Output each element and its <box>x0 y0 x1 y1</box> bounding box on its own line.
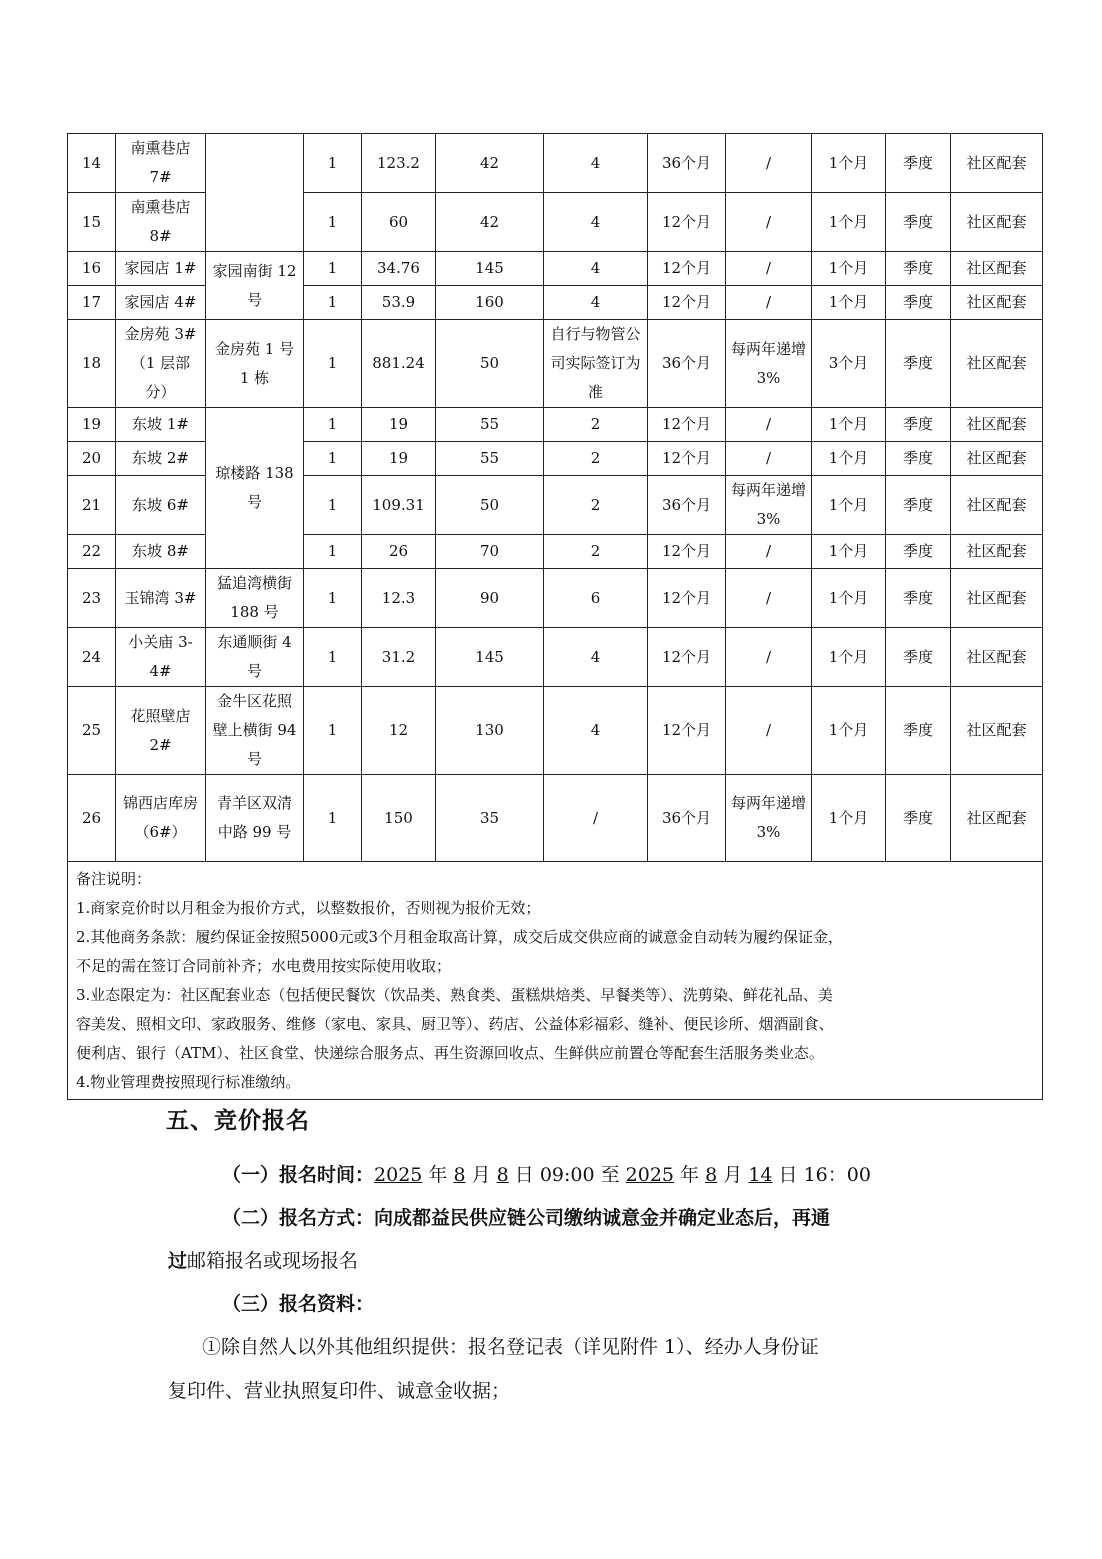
cell-term: 36个月 <box>648 775 726 862</box>
note-2b: 不足的需在签订合同前补齐；水电费用按实际使用收取； <box>76 957 452 975</box>
end-month-unit: 月 <box>717 1164 749 1186</box>
cell-address: 猛追湾横街 188 号 <box>206 569 304 628</box>
cell-area: 60 <box>362 193 436 252</box>
cell-shop: 南熏巷店 8# <box>116 193 206 252</box>
cell-no: 16 <box>68 252 116 286</box>
cell-price: 130 <box>436 687 544 775</box>
table-row <box>68 320 1043 408</box>
cell-pay: 季度 <box>886 286 951 320</box>
cell-price: 70 <box>436 535 544 569</box>
cell-fee: 4 <box>544 628 648 687</box>
cell-price: 50 <box>436 320 544 408</box>
cell-no: 22 <box>68 535 116 569</box>
cell-deposit: 1个月 <box>812 134 886 193</box>
table-row <box>68 408 1043 442</box>
cell-area: 53.9 <box>362 286 436 320</box>
cell-no: 15 <box>68 193 116 252</box>
cell-qty: 1 <box>304 134 362 193</box>
cell-term: 12个月 <box>648 193 726 252</box>
cell-address: 青羊区双清中路 99 号 <box>206 775 304 862</box>
registration-method-cont-bold: 过 <box>168 1250 188 1272</box>
cell-no: 17 <box>68 286 116 320</box>
cell-fee: 4 <box>544 252 648 286</box>
cell-qty: 1 <box>304 320 362 408</box>
cell-qty: 1 <box>304 628 362 687</box>
cell-deposit: 1个月 <box>812 408 886 442</box>
registration-method-cont <box>168 1246 358 1273</box>
cell-deposit: 1个月 <box>812 535 886 569</box>
cell-qty: 1 <box>304 408 362 442</box>
cell-pay: 季度 <box>886 775 951 862</box>
notes-row <box>68 862 1043 1100</box>
note-3a: 3.业态限定为：社区配套业态（包括便民餐饮（饮品类、熟食类、蛋糕烘焙类、早餐类等）、洗剪染、鲜花礼品、美 <box>76 986 833 1004</box>
cell-shop: 南熏巷店 7# <box>116 134 206 193</box>
cell-fee: 6 <box>544 569 648 628</box>
cell-no: 19 <box>68 408 116 442</box>
cell-price: 55 <box>436 442 544 476</box>
start-day: 8 <box>496 1164 509 1186</box>
cell-increase: / <box>726 252 812 286</box>
cell-increase: / <box>726 193 812 252</box>
cell-increase: / <box>726 286 812 320</box>
cell-use: 社区配套 <box>951 408 1043 442</box>
cell-increase: / <box>726 535 812 569</box>
cell-pay: 季度 <box>886 252 951 286</box>
cell-address <box>206 134 304 252</box>
cell-area: 19 <box>362 442 436 476</box>
cell-qty: 1 <box>304 687 362 775</box>
cell-address: 家园南街 12 号 <box>206 252 304 320</box>
cell-pay: 季度 <box>886 408 951 442</box>
cell-shop: 家园店 1# <box>116 252 206 286</box>
registration-materials-label: （三）报名资料： <box>222 1293 375 1315</box>
cell-shop: 东坡 1# <box>116 408 206 442</box>
cell-area: 881.24 <box>362 320 436 408</box>
start-month-unit: 月 <box>465 1164 497 1186</box>
cell-term: 12个月 <box>648 408 726 442</box>
cell-term: 12个月 <box>648 286 726 320</box>
cell-no: 25 <box>68 687 116 775</box>
materials-item-1: ①除自然人以外其他组织提供：报名登记表（详见附件 1）、经办人身份证 <box>202 1336 819 1358</box>
note-4: 4.物业管理费按照现行标准缴纳。 <box>76 1073 301 1091</box>
cell-qty: 1 <box>304 569 362 628</box>
cell-price: 55 <box>436 408 544 442</box>
cell-increase: / <box>726 687 812 775</box>
cell-area: 19 <box>362 408 436 442</box>
cell-increase: / <box>726 134 812 193</box>
cell-term: 36个月 <box>648 320 726 408</box>
cell-pay: 季度 <box>886 442 951 476</box>
cell-term: 36个月 <box>648 476 726 535</box>
cell-deposit: 1个月 <box>812 569 886 628</box>
cell-price: 35 <box>436 775 544 862</box>
end-month: 8 <box>705 1164 718 1186</box>
cell-shop: 家园店 4# <box>116 286 206 320</box>
section-title: 五、竞价报名 <box>166 1108 310 1134</box>
cell-pay: 季度 <box>886 687 951 775</box>
cell-use: 社区配套 <box>951 535 1043 569</box>
cell-shop: 花照壁店 2# <box>116 687 206 775</box>
start-year-unit: 年 <box>422 1164 454 1186</box>
cell-no: 20 <box>68 442 116 476</box>
cell-fee: 2 <box>544 476 648 535</box>
cell-term: 12个月 <box>648 535 726 569</box>
cell-increase: 每两年递增 3% <box>726 320 812 408</box>
cell-price: 90 <box>436 569 544 628</box>
cell-address: 金房苑 1 号 1 栋 <box>206 320 304 408</box>
cell-no: 24 <box>68 628 116 687</box>
property-table <box>67 133 1043 1100</box>
cell-no: 23 <box>68 569 116 628</box>
end-year-unit: 年 <box>674 1164 706 1186</box>
table-row <box>68 628 1043 687</box>
start-month: 8 <box>453 1164 466 1186</box>
cell-deposit: 1个月 <box>812 286 886 320</box>
cell-use: 社区配套 <box>951 252 1043 286</box>
cell-deposit: 1个月 <box>812 628 886 687</box>
cell-term: 12个月 <box>648 687 726 775</box>
note-1: 1.商家竞价时以月租金为报价方式，以整数报价，否则视为报价无效； <box>76 899 541 917</box>
cell-term: 12个月 <box>648 442 726 476</box>
materials-item-1-cont: 复印件、营业执照复印件、诚意金收据； <box>168 1380 511 1402</box>
registration-method-label: （二）报名方式： <box>222 1207 375 1229</box>
cell-fee: 4 <box>544 134 648 193</box>
note-2a: 2.其他商务条款：履约保证金按照5000元或3个月租金取高计算，成交后成交供应商的诚意金自动转为履约保证金， <box>76 928 844 946</box>
cell-use: 社区配套 <box>951 569 1043 628</box>
cell-shop: 锦西店库房（6#） <box>116 775 206 862</box>
cell-shop: 金房苑 3#（1 层部分） <box>116 320 206 408</box>
cell-pay: 季度 <box>886 134 951 193</box>
cell-pay: 季度 <box>886 320 951 408</box>
cell-area: 123.2 <box>362 134 436 193</box>
cell-shop: 东坡 6# <box>116 476 206 535</box>
cell-use: 社区配套 <box>951 442 1043 476</box>
cell-no: 21 <box>68 476 116 535</box>
cell-price: 50 <box>436 476 544 535</box>
cell-area: 12 <box>362 687 436 775</box>
cell-deposit: 3个月 <box>812 320 886 408</box>
cell-deposit: 1个月 <box>812 193 886 252</box>
cell-use: 社区配套 <box>951 775 1043 862</box>
table-row <box>68 775 1043 862</box>
cell-qty: 1 <box>304 252 362 286</box>
cell-shop: 东坡 8# <box>116 535 206 569</box>
cell-fee: 4 <box>544 687 648 775</box>
cell-area: 34.76 <box>362 252 436 286</box>
table-row <box>68 134 1043 193</box>
cell-fee: 自行与物管公司实际签订为准 <box>544 320 648 408</box>
end-time: 日 16：00 <box>772 1164 871 1186</box>
cell-term: 12个月 <box>648 628 726 687</box>
cell-price: 42 <box>436 134 544 193</box>
cell-deposit: 1个月 <box>812 775 886 862</box>
table-row <box>68 252 1043 286</box>
cell-shop: 东坡 2# <box>116 442 206 476</box>
cell-pay: 季度 <box>886 476 951 535</box>
cell-use: 社区配套 <box>951 320 1043 408</box>
cell-no: 14 <box>68 134 116 193</box>
registration-method <box>222 1203 830 1230</box>
registration-method-cont-text: 邮箱报名或现场报名 <box>187 1250 359 1272</box>
cell-price: 160 <box>436 286 544 320</box>
cell-price: 145 <box>436 628 544 687</box>
cell-pay: 季度 <box>886 569 951 628</box>
cell-fee: 2 <box>544 408 648 442</box>
cell-increase: 每两年递增 3% <box>726 476 812 535</box>
start-time: 日 09:00 至 <box>508 1164 626 1186</box>
cell-increase: / <box>726 628 812 687</box>
cell-increase: 每两年递增 3% <box>726 775 812 862</box>
cell-area: 26 <box>362 535 436 569</box>
cell-qty: 1 <box>304 286 362 320</box>
cell-price: 42 <box>436 193 544 252</box>
registration-method-text: 向成都益民供应链公司缴纳诚意金并确定业态后，再通 <box>374 1207 831 1229</box>
cell-term: 12个月 <box>648 252 726 286</box>
cell-use: 社区配套 <box>951 476 1043 535</box>
cell-qty: 1 <box>304 442 362 476</box>
cell-use: 社区配套 <box>951 687 1043 775</box>
table-row <box>68 687 1043 775</box>
cell-increase: / <box>726 408 812 442</box>
cell-price: 145 <box>436 252 544 286</box>
registration-time-label: （一）报名时间： <box>222 1164 375 1186</box>
cell-term: 36个月 <box>648 134 726 193</box>
cell-qty: 1 <box>304 193 362 252</box>
registration-time <box>222 1160 871 1187</box>
cell-area: 31.2 <box>362 628 436 687</box>
cell-fee: / <box>544 775 648 862</box>
note-3c: 便利店、银行（ATM）、社区食堂、快递综合服务点、再生资源回收点、生鲜供应前置仓等配套生活服务类业态。 <box>76 1044 824 1062</box>
cell-fee: 2 <box>544 442 648 476</box>
cell-deposit: 1个月 <box>812 687 886 775</box>
note-3b: 容美发、照相文印、家政服务、维修（家电、家具、厨卫等）、药店、公益体彩福彩、缝补、便民诊所、烟酒副食、 <box>76 1015 834 1033</box>
cell-fee: 4 <box>544 193 648 252</box>
cell-shop: 玉锦湾 3# <box>116 569 206 628</box>
cell-address: 东通顺街 4 号 <box>206 628 304 687</box>
cell-area: 150 <box>362 775 436 862</box>
cell-no: 18 <box>68 320 116 408</box>
cell-pay: 季度 <box>886 193 951 252</box>
cell-deposit: 1个月 <box>812 476 886 535</box>
cell-increase: / <box>726 442 812 476</box>
cell-fee: 2 <box>544 535 648 569</box>
cell-area: 12.3 <box>362 569 436 628</box>
cell-shop: 小关庙 3-4# <box>116 628 206 687</box>
cell-deposit: 1个月 <box>812 252 886 286</box>
cell-use: 社区配套 <box>951 628 1043 687</box>
cell-no: 26 <box>68 775 116 862</box>
cell-term: 12个月 <box>648 569 726 628</box>
cell-deposit: 1个月 <box>812 442 886 476</box>
table-row <box>68 569 1043 628</box>
cell-pay: 季度 <box>886 535 951 569</box>
cell-increase: / <box>726 569 812 628</box>
cell-qty: 1 <box>304 535 362 569</box>
cell-use: 社区配套 <box>951 134 1043 193</box>
cell-address: 琼楼路 138 号 <box>206 408 304 569</box>
cell-use: 社区配套 <box>951 193 1043 252</box>
cell-area: 109.31 <box>362 476 436 535</box>
notes-cell <box>68 862 1043 1100</box>
cell-qty: 1 <box>304 775 362 862</box>
start-year: 2025 <box>374 1164 423 1186</box>
cell-fee: 4 <box>544 286 648 320</box>
cell-pay: 季度 <box>886 628 951 687</box>
end-year: 2025 <box>625 1164 675 1186</box>
cell-qty: 1 <box>304 476 362 535</box>
notes-title: 备注说明： <box>76 870 152 888</box>
cell-use: 社区配套 <box>951 286 1043 320</box>
end-day: 14 <box>748 1164 773 1186</box>
cell-address: 金牛区花照壁上横街 94 号 <box>206 687 304 775</box>
